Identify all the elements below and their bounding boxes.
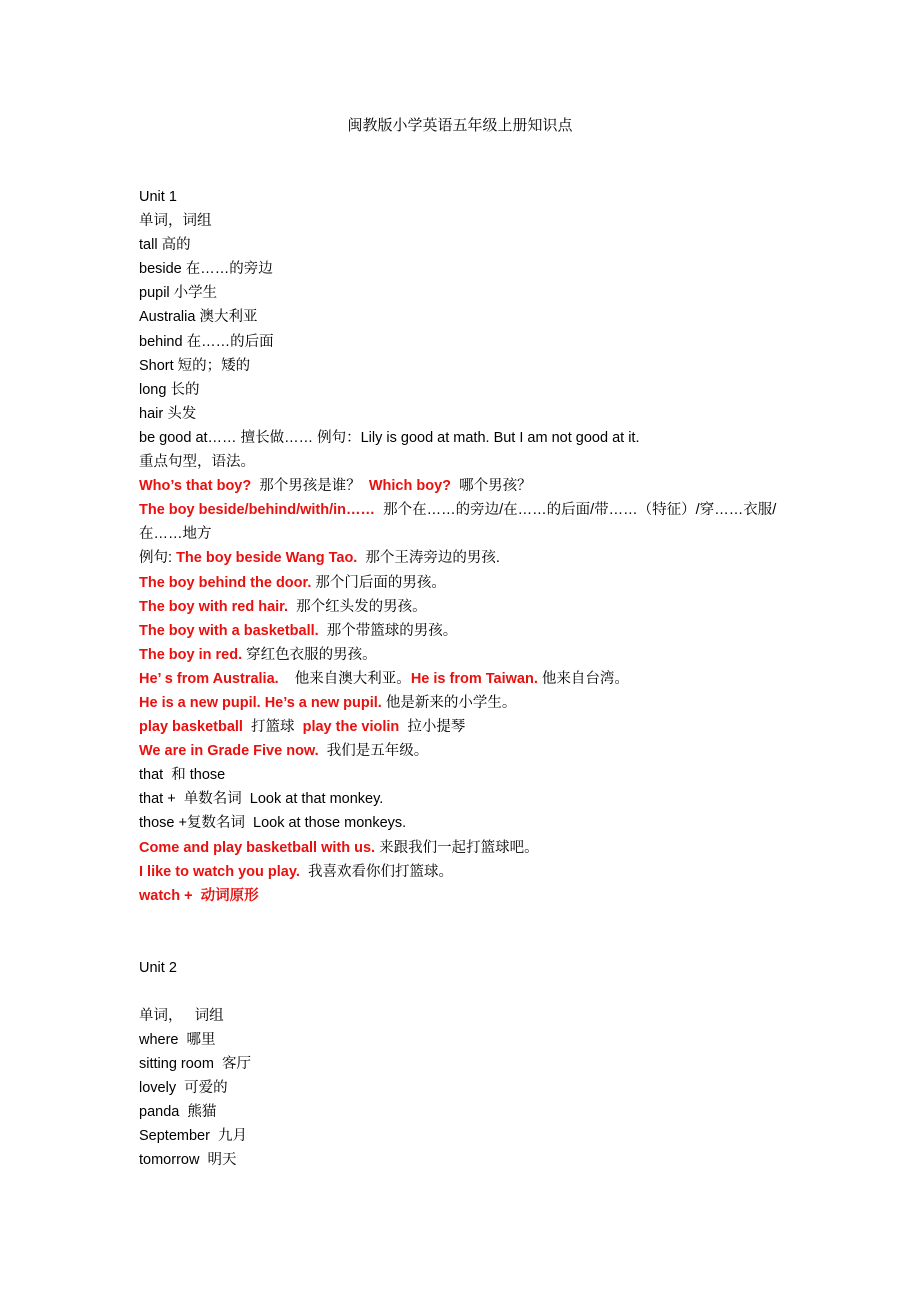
translation: 来跟我们一起打篮球吧。 [375, 839, 539, 856]
key-sentence: The boy in red. [139, 646, 243, 663]
vocab-line: sitting room 客厅 [139, 1056, 251, 1073]
sentence-line [139, 619, 799, 643]
example-prefix: 例句: [139, 550, 177, 567]
document-body [139, 185, 799, 1173]
translation: 那个男孩是谁？ [251, 478, 369, 495]
vocab-line: pupil 小学生 [139, 285, 218, 302]
vocab-line: tomorrow 明天 [139, 1152, 237, 1169]
vocab-line: tall 高的 [139, 237, 191, 254]
key-sentence: He’ s from Australia. [139, 670, 279, 687]
sentence-line [139, 691, 799, 715]
sentence-line [139, 715, 799, 739]
vocab-line: behind 在……的后面 [139, 333, 274, 350]
translation: 他来自澳大利亚。 [278, 670, 411, 687]
translation: 他来自台湾。 [537, 670, 629, 687]
key-sentence: We are in Grade Five now. [139, 743, 319, 760]
key-sentence: He is from Taiwan. [410, 670, 538, 687]
sentence-line [139, 643, 799, 667]
vocab-line: beside 在……的旁边 [139, 261, 273, 278]
key-sentence: The boy with red hair. [139, 598, 289, 615]
translation: 哪个男孩？ [451, 478, 532, 495]
translation: 打篮球 [242, 719, 303, 736]
grammar-line: that + 单数名词 Look at that monkey. [139, 791, 384, 808]
sentence-line [139, 595, 799, 619]
translation: 那个在……的旁边/在……的后面/带……（特征）/穿……衣服/在……地方 [139, 502, 777, 543]
grammar-line: that 和 those [139, 767, 226, 784]
vocab-line: lovely 可爱的 [139, 1080, 228, 1097]
page-title: 闽教版小学英语五年级上册知识点 [347, 117, 573, 134]
vocab-line: Australia 澳大利亚 [139, 309, 258, 326]
key-sentence: The boy beside/behind/with/in…… [139, 502, 376, 519]
grammar-label: 重点句型，语法。 [139, 454, 255, 471]
unit2-vocab-label: 单词， 词组 [139, 1007, 224, 1024]
sentence-line [139, 474, 799, 498]
unit2-heading: Unit 2 [139, 959, 177, 976]
translation: 我们是五年级。 [318, 743, 429, 760]
key-sentence: Which boy? [368, 478, 452, 495]
sentence-line [139, 498, 799, 546]
sentence-line [139, 739, 799, 763]
unit1-vocab-label: 单词，词组 [139, 213, 212, 230]
translation: 拉小提琴 [399, 719, 466, 736]
vocab-line: Short 短的；矮的 [139, 357, 251, 374]
key-sentence: The boy behind the door. [139, 574, 312, 591]
key-phrase: play basketball [139, 719, 243, 736]
vocab-line: hair 头发 [139, 405, 197, 422]
spacer [139, 980, 799, 1004]
key-sentence: I like to watch you play. [139, 863, 300, 880]
vocab-line: September 九月 [139, 1128, 247, 1145]
translation: 那个红头发的男孩。 [288, 598, 427, 615]
vocab-line: panda 熊猫 [139, 1104, 217, 1121]
sentence-line [139, 884, 799, 908]
grammar-line: those +复数名词 Look at those monkeys. [139, 815, 407, 832]
sentence-line [139, 667, 799, 691]
key-sentence: Come and play basketball with us. [139, 839, 376, 856]
translation: 那个王涛旁边的男孩. [357, 550, 500, 567]
key-sentence: The boy with a basketball. [139, 622, 319, 639]
unit1-heading: Unit 1 [139, 189, 177, 205]
spacer [139, 908, 799, 956]
translation: 那个门后面的男孩。 [311, 574, 446, 591]
sentence-line [139, 571, 799, 595]
sentence-line [139, 860, 799, 884]
translation: 他是新来的小学生。 [381, 694, 517, 711]
translation: 那个带篮球的男孩。 [318, 622, 458, 639]
vocab-line: long 长的 [139, 381, 200, 398]
key-phrase: play the violin [302, 719, 400, 736]
translation: 穿红色衣服的男孩。 [242, 646, 377, 663]
key-sentence: Who’s that boy? [139, 478, 252, 495]
translation: 我喜欢看你们打篮球。 [299, 863, 453, 880]
vocab-line: where 哪里 [139, 1032, 216, 1048]
key-phrase: watch + 动词原形 [139, 887, 259, 904]
sentence-line [139, 546, 799, 570]
key-sentence: The boy beside Wang Tao. [176, 550, 358, 567]
key-sentence: He is a new pupil. He’s a new pupil. [139, 694, 382, 711]
vocab-line: be good at…… 擅长做…… 例句：Lily is good at math. But I am not good at it. [139, 429, 640, 446]
sentence-line [139, 836, 799, 860]
